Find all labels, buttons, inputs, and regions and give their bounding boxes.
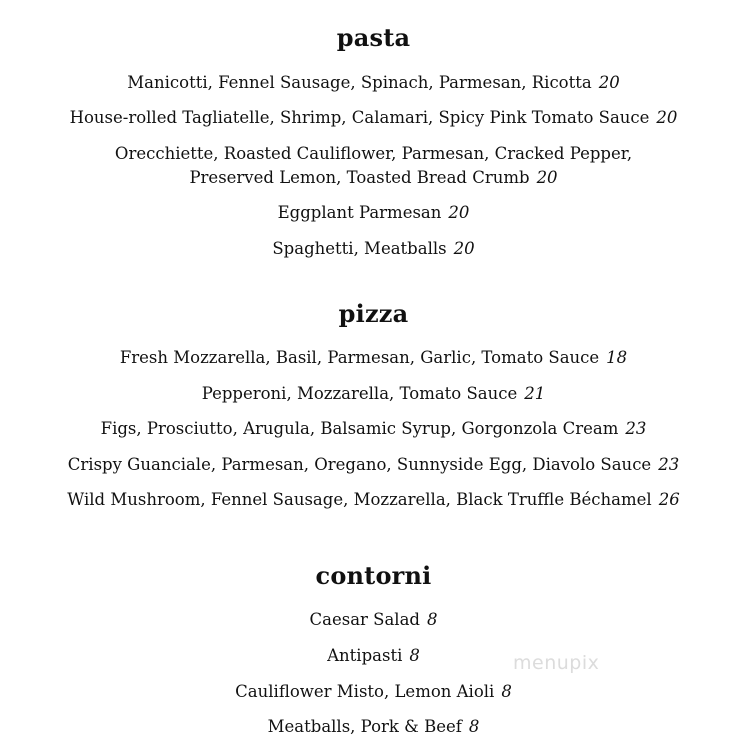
item-name: Antipasti	[327, 646, 403, 665]
item-name: Fresh Mozzarella, Basil, Parmesan, Garlic, Tomato Sauce	[119, 348, 600, 367]
item-price: 21	[524, 384, 546, 403]
item-name: Manicotti, Fennel Sausage, Spinach, Parmesan, Ricotta	[127, 73, 592, 92]
item-price: 20	[656, 108, 678, 127]
menu-item	[0, 644, 747, 668]
item-price: 20	[598, 73, 620, 92]
section-title-contorni: contorni	[315, 561, 432, 590]
menu-item	[0, 71, 747, 95]
menu-item	[0, 237, 747, 261]
menu-item	[0, 382, 747, 406]
menu-item	[0, 488, 747, 512]
section-title-pasta: pasta	[336, 23, 411, 52]
menu-item-continued	[0, 166, 747, 190]
item-name: Figs, Prosciutto, Arugula, Balsamic Syrup, Gorgonzola Cream	[100, 419, 619, 438]
item-name: Orecchiette, Roasted Cauliflower, Parmesan, Cracked Pepper,	[114, 144, 633, 163]
item-name: Meatballs, Pork & Beef	[267, 717, 462, 736]
item-price: 23	[658, 455, 680, 474]
item-price: 23	[625, 419, 647, 438]
item-price: 8	[409, 646, 420, 665]
menu-item	[0, 680, 747, 704]
menu-item	[0, 608, 747, 632]
item-name: Cauliflower Misto, Lemon Aioli	[235, 682, 495, 701]
item-name: Preserved Lemon, Toasted Bread Crumb	[189, 168, 530, 187]
menu-item	[0, 453, 747, 477]
menu-item	[0, 715, 747, 739]
item-price: 20	[536, 168, 558, 187]
item-name: Eggplant Parmesan	[277, 203, 442, 222]
item-name: Spaghetti, Meatballs	[272, 239, 447, 258]
watermark-logo: menupix	[513, 652, 600, 674]
menu-item	[0, 346, 747, 370]
item-name: House-rolled Tagliatelle, Shrimp, Calamari, Spicy Pink Tomato Sauce	[69, 108, 650, 127]
item-name: Crispy Guanciale, Parmesan, Oregano, Sunnyside Egg, Diavolo Sauce	[67, 455, 652, 474]
item-price: 26	[658, 490, 680, 509]
item-price: 8	[426, 610, 438, 629]
menu-item	[0, 417, 747, 441]
item-name: Wild Mushroom, Fennel Sausage, Mozzarella, Black Truffle Béchamel	[67, 490, 652, 509]
item-price: 18	[606, 348, 628, 367]
menu-item	[0, 142, 747, 166]
item-price: 20	[453, 239, 475, 258]
item-name: Pepperoni, Mozzarella, Tomato Sauce	[201, 384, 518, 403]
item-name: Caesar Salad	[309, 610, 420, 629]
item-price: 8	[501, 682, 512, 701]
item-price: 20	[448, 203, 470, 222]
section-title-pizza: pizza	[338, 299, 409, 328]
menu-item	[0, 201, 747, 225]
menu-item	[0, 106, 747, 130]
item-price: 8	[468, 717, 480, 736]
